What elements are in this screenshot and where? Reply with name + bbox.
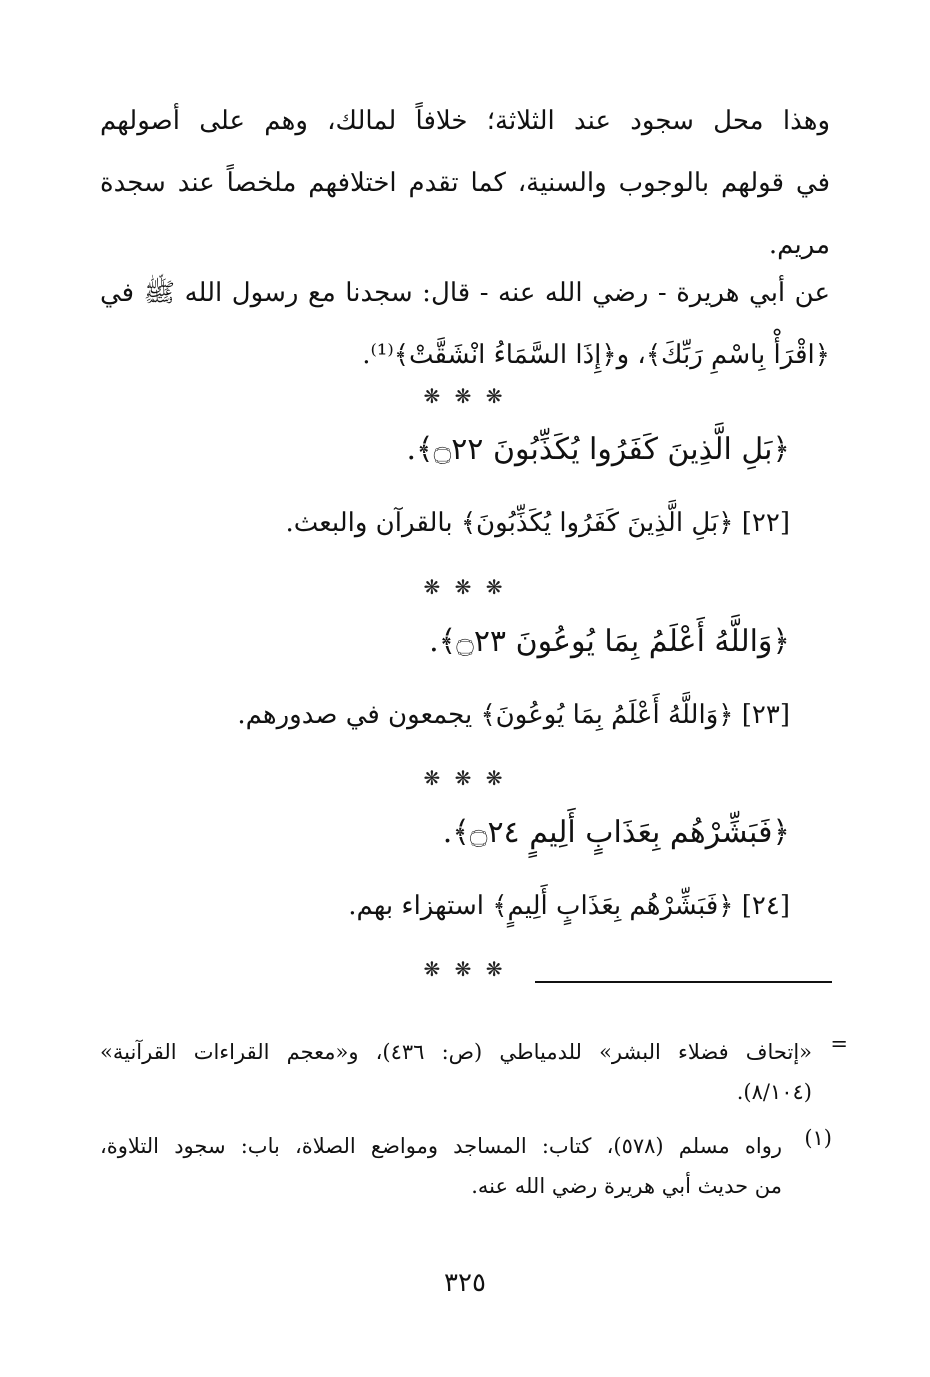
section-separator: ❋ ❋ ❋ xyxy=(423,957,507,981)
text-line: عن أبي هريرة - رضي الله عنه - قال: سجدنا مع رسول الله ﷺ في xyxy=(100,278,830,308)
verse-23-comment: [٢٣] ﴿وَاللَّهُ أَعْلَمُ بِمَا يُوعُونَ﴾ يجمعون في صدورهم. xyxy=(237,700,790,730)
section-separator: ❋ ❋ ❋ xyxy=(423,766,507,790)
section-separator: ❋ ❋ ❋ xyxy=(423,575,507,599)
footnote-1-marker: (١) xyxy=(804,1126,832,1150)
text-line: مريم. xyxy=(768,230,830,260)
paragraph-intro xyxy=(100,90,830,276)
text-line: ﴿اقْرَأْ بِاسْمِ رَبِّكَ﴾، و﴿إِذَا السَّمَاءُ انْشَقَّتْ﴾⁽¹⁾. xyxy=(362,340,830,370)
text-line: في قولهم بالوجوب والسنية، كما تقدم اختلافهم ملخصاً عند سجدة xyxy=(100,168,830,198)
footnote-continued-marker: = xyxy=(830,1032,848,1056)
verse-23-quote: ﴿وَاللَّهُ أَعْلَمُ بِمَا يُوعُونَ ۝٢٣﴾. xyxy=(429,624,790,659)
section-separator: ❋ ❋ ❋ xyxy=(423,384,507,408)
footnote-line: «إتحاف فضلاء البشر» للدمياطي (ص: ٤٣٦)، و«معجم القراءات القرآنية» xyxy=(100,1040,812,1064)
footnote-rule xyxy=(535,981,832,983)
verse-22-comment: [٢٢] ﴿بَلِ الَّذِينَ كَفَرُوا يُكَذِّبُونَ﴾ بالقرآن والبعث. xyxy=(285,508,790,538)
text-line: وهذا محل سجود عند الثلاثة؛ خلافاً لمالك، وهم على أصولهم xyxy=(100,106,830,136)
footnote-line: رواه مسلم (٥٧٨)، كتاب: المساجد ومواضع الصلاة، باب: سجود التلاوة، xyxy=(100,1134,782,1158)
verse-24-quote: ﴿فَبَشِّرْهُم بِعَذَابٍ أَلِيمٍ ۝٢٤﴾. xyxy=(442,815,790,850)
verse-24-comment: [٢٤] ﴿فَبَشِّرْهُم بِعَذَابٍ أَلِيمٍ﴾ استهزاء بهم. xyxy=(348,891,790,921)
verse-22-quote: ﴿بَلِ الَّذِينَ كَفَرُوا يُكَذِّبُونَ ۝٢٢﴾. xyxy=(406,432,790,467)
footnote-line: من حديث أبي هريرة رضي الله عنه. xyxy=(471,1174,782,1198)
footnote-line: (٨/١٠٤). xyxy=(736,1080,812,1104)
paragraph-hadith xyxy=(100,262,830,386)
footnote-1 xyxy=(100,1126,782,1206)
footnote-continued xyxy=(100,1032,812,1112)
page-number: ٣٢٥ xyxy=(444,1268,486,1298)
